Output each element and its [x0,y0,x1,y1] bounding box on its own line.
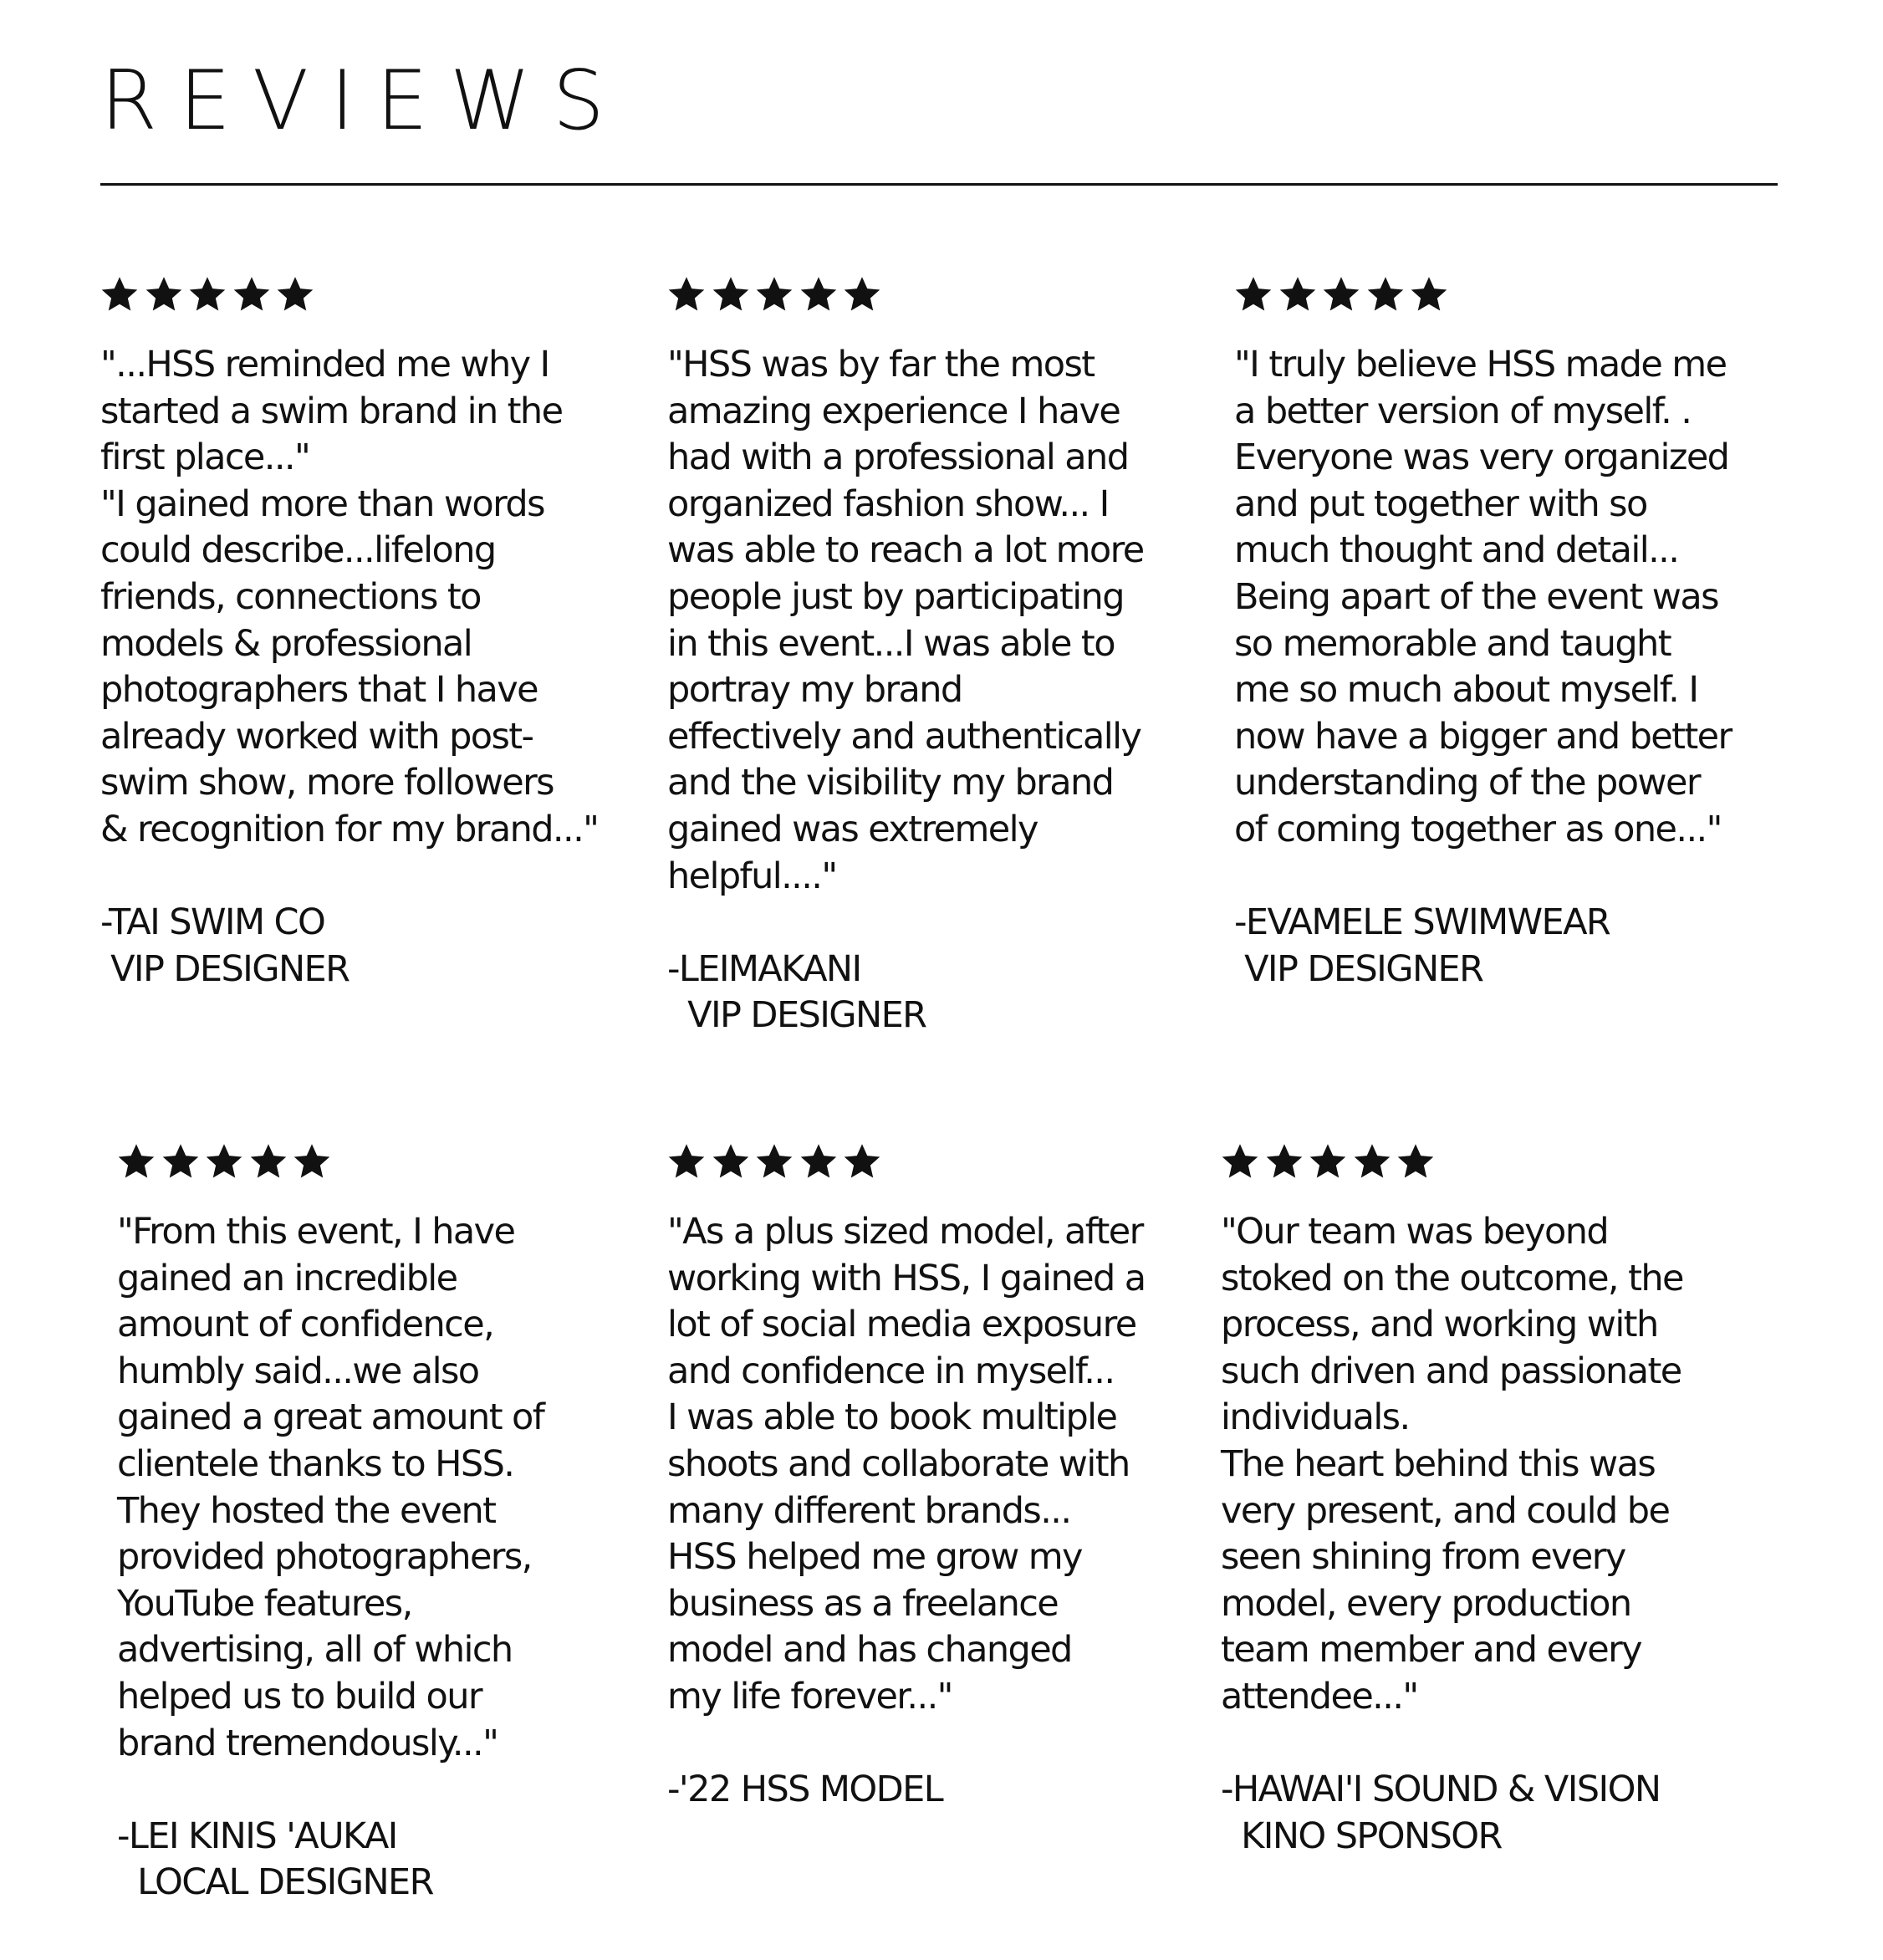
star-icon [161,1142,200,1181]
star-icon [1221,1142,1259,1181]
reviewer-role: VIP DESIGNER [1234,947,1483,990]
star-icon [755,275,794,314]
star-icon [755,1142,794,1181]
reviewer-role: LOCAL DESIGNER [117,1861,433,1904]
star-icon [799,1142,838,1181]
star-icon [1396,1142,1435,1181]
star-rating [667,275,1219,317]
star-icon [100,275,139,314]
star-icon [843,1142,881,1181]
star-rating [100,275,652,317]
review-quote: "As a plus sized model, after working with HSS, I gained a lot of social media exposure and confidence in myself... I was able to book multiple shoots and collaborate with many different brands... HSS helped me grow my business as a freelance model and has changed my life forever..." [667,1211,1146,1718]
star-rating [667,1142,1219,1184]
reviewer-name: -LEIMAKANI [667,947,861,990]
title-divider [100,183,1778,186]
star-icon [667,275,706,314]
review-card [667,275,1219,1039]
star-rating [117,1142,669,1184]
star-icon [1265,1142,1304,1181]
review-quote: "From this event, I have gained an incredible amount of confidence, humbly said...we also gained a great amount of clientele thanks to HSS. They hosted the event provided photographers, YouTube features, advertising, all of which helped us to build our brand tremendously..." [117,1211,544,1764]
star-icon [145,275,183,314]
review-card [1234,275,1786,993]
reviewer-role: VIP DESIGNER [667,994,926,1037]
reviewer-role: VIP DESIGNER [100,947,350,990]
star-icon [1353,1142,1391,1181]
reviewer-name: -LEI KINIS 'AUKAI [117,1815,397,1857]
reviewer-name: -'22 HSS MODEL [667,1769,943,1811]
review-quote: "...HSS reminded me why I started a swim brand in the first place..." "I gained more than words could describe...lifelong friends, connections to models & professional photographers that I have already worked with post- swim show, more followers & recognition for my brand..." [100,344,599,850]
star-icon [799,275,838,314]
star-icon [843,275,881,314]
review-quote: "HSS was by far the most amazing experience I have had with a professional and organized fashion show... I was able to reach a lot more people just by participating in this event...I was able to portray my brand effectively and authentically and the visibility my brand gained was extremely helpful...." [667,344,1144,897]
review-card [100,275,652,993]
reviewer-name: -TAI SWIM CO [100,901,325,944]
reviewer-role: KINO SPONSOR [1221,1815,1502,1857]
page-title: REVIEWS [100,54,626,149]
review-quote: "I truly believe HSS made me a better version of myself. . Everyone was very organized and put together with so much thought and detail... Being apart of the event was so memorable and taught me so much about myself. I now have a bigger and better understanding of the power of coming together as one..." [1234,344,1732,850]
star-icon [712,275,750,314]
star-icon [1366,275,1405,314]
star-icon [1322,275,1360,314]
star-icon [1278,275,1317,314]
star-rating [1234,275,1786,317]
reviewer-name: -EVAMELE SWIMWEAR [1234,901,1610,944]
star-icon [1309,1142,1347,1181]
star-rating [1221,1142,1773,1184]
reviewer-name: -HAWAI'I SOUND & VISION [1221,1769,1661,1811]
star-icon [1410,275,1448,314]
star-icon [232,275,271,314]
review-card [667,1142,1219,1814]
star-icon [249,1142,288,1181]
star-icon [117,1142,156,1181]
star-icon [293,1142,331,1181]
star-icon [188,275,227,314]
star-icon [667,1142,706,1181]
star-icon [205,1142,243,1181]
review-card [1221,1142,1773,1860]
star-icon [276,275,314,314]
star-icon [712,1142,750,1181]
review-card [117,1142,669,1906]
star-icon [1234,275,1273,314]
review-quote: "Our team was beyond stoked on the outcome, the process, and working with such driven and passionate individuals. The heart behind this was very present, and could be seen shining from every model, every production team member and every attendee..." [1221,1211,1683,1718]
